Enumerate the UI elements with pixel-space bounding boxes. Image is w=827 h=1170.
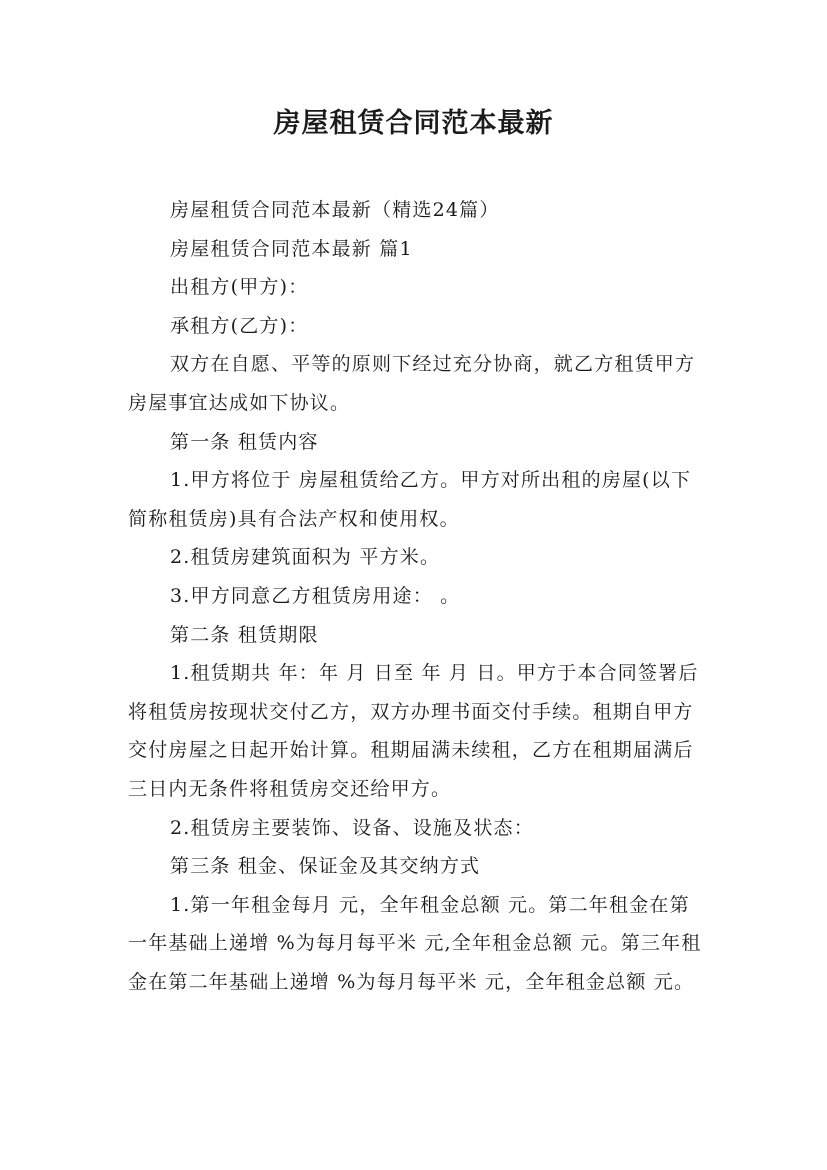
paragraph: 出租方(甲方)： <box>170 276 309 299</box>
paragraph: 1.租赁期共 年：年 月 日至 年 月 日。甲方于本合同签署后将租赁房按现状交付乙方，双方办理书面交付手续。租期自甲方交付房屋之日起开始计算。租期届满未续租，乙方在租期届满后三日内无条件将租赁房交还给甲方。 <box>128 662 699 800</box>
paragraph: 双方在自愿、平等的原则下经过充分协商，就乙方租赁甲方房屋事宜达成如下协议。 <box>128 353 696 414</box>
section-heading: 第三条 租金、保证金及其交纳方式 <box>170 855 481 878</box>
paragraph: 房屋租赁合同范本最新 篇1 <box>170 237 413 260</box>
document-title: 房屋租赁合同范本最新 <box>273 108 554 139</box>
paragraph: 2.租赁房主要装饰、设备、设施及状态： <box>170 816 534 839</box>
section-heading: 第一条 租赁内容 <box>170 430 319 453</box>
paragraph: 1.第一年租金每月 元，全年租金总额 元。第二年租金在第一年基础上递增 %为每月每平米 元,全年租金总额 元。第三年租金在第二年基础上递增 %为每月每平米 元，全年租金总额 元。 <box>128 893 702 993</box>
paragraph: 3.甲方同意乙方租赁房用途： 。 <box>170 584 461 607</box>
paragraph: 房屋租赁合同范本最新（精选24篇） <box>170 199 500 221</box>
paragraph: 1.甲方将位于 房屋租赁给乙方。甲方对所出租的房屋(以下简称租赁房)具有合法产权和使用权。 <box>128 469 692 530</box>
paragraph: 2.租赁房建筑面积为 平方米。 <box>170 546 441 569</box>
paragraph: 承租方(乙方)： <box>170 314 309 337</box>
section-heading: 第二条 租赁期限 <box>170 623 319 646</box>
document-body <box>128 191 708 1001</box>
